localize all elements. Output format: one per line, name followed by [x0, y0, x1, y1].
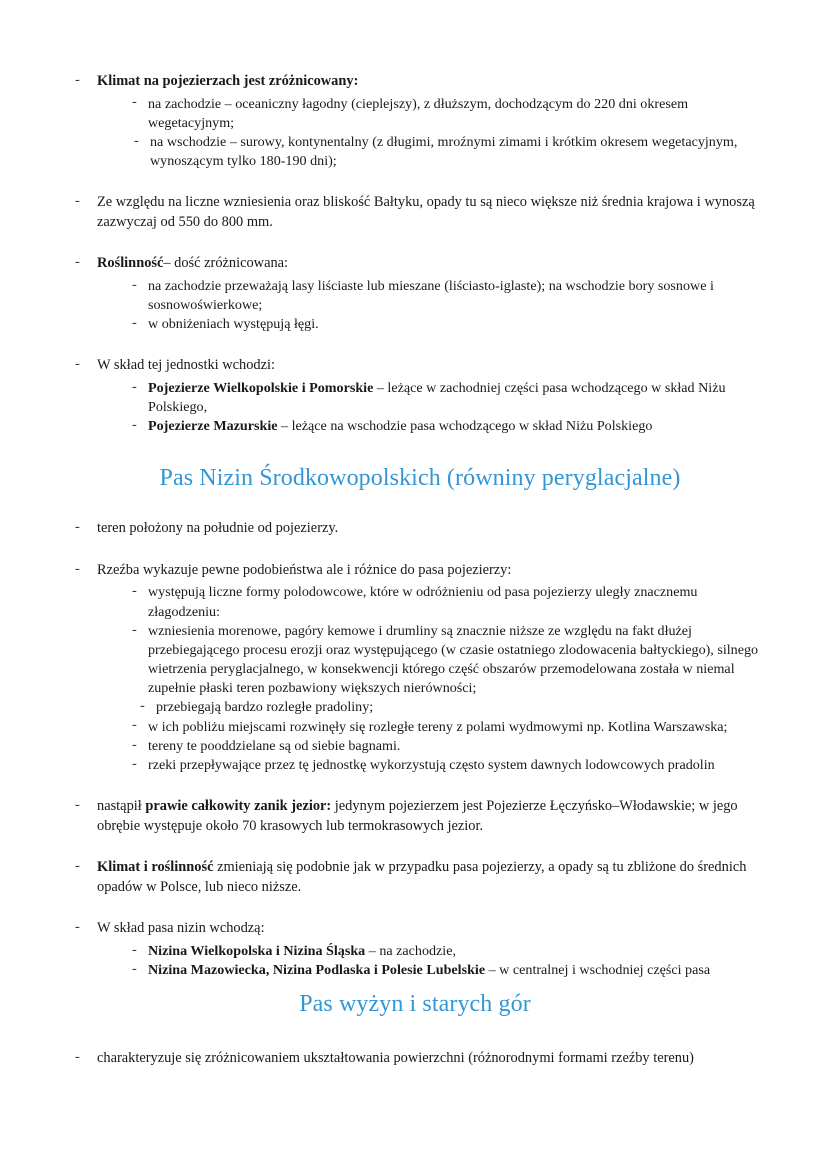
bullet-dash-icon: - — [132, 276, 137, 293]
document-content — [70, 72, 760, 1069]
list-item-text: na zachodzie – oceaniczny łagodny (cieplejszy), z dłuższym, dochodzącym do 220 dni okresem wegetacyjnym; — [148, 95, 689, 131]
list-item-text: Rzeźba wykazuje pewne podobieństwa ale i różnice do pasa pojezierzy: — [97, 561, 512, 578]
bullet-dash-icon: - — [134, 132, 139, 149]
bullet-dash-icon: - — [132, 583, 137, 600]
section-wyzyny-charakter — [70, 1049, 760, 1069]
list-item — [70, 961, 760, 980]
list-item-bold-lead: Pojezierze Wielkopolskie i Pomorskie — [148, 379, 374, 396]
list-item-text: – w centralnej i wschodniej części pasa — [488, 962, 711, 979]
list-item-text: – leżące na wschodzie pasa wchodzącego w skład Niżu Polskiego — [281, 418, 653, 435]
list-item — [70, 797, 760, 836]
list-item-text: rzeki przepływające przez tę jednostkę wykorzystują często system dawnych lodowcowych pradolin — [148, 756, 715, 773]
list-item — [70, 561, 760, 581]
bullet-dash-icon: - — [75, 356, 80, 373]
section-niziny-sklad — [70, 919, 760, 980]
list-item — [70, 519, 760, 539]
section-niziny-klimat — [70, 858, 760, 897]
list-item-text: przebiegają bardzo rozległe pradoliny; — [156, 699, 374, 716]
bullet-dash-icon: - — [75, 519, 80, 536]
list-item — [70, 583, 760, 621]
list-item-text: Ze względu na liczne wzniesienia oraz bliskość Bałtyku, opady tu są nieco większe niż średnia krajowa i wynoszą zazwyczaj od 550 do 800 mm. — [97, 194, 755, 230]
list-item-text: w ich pobliżu miejscami rozwinęły się rozległe tereny z polami wydmowymi np. Kotlina Warszawska; — [148, 718, 728, 735]
bullet-dash-icon: - — [132, 315, 137, 332]
list-item-tail: jedynym pojezierzem jest Pojezierze Łęczyńsko–Włodawskie; w jego obrębie występuje około 70 krasowych lub termokrasowych jezior. — [97, 797, 738, 834]
section-pojezierza-opady — [70, 193, 760, 232]
list-item-text: teren położony na południe od pojezierzy. — [97, 520, 339, 537]
section-pojezierza-roslinnosc — [70, 254, 760, 334]
list-item — [70, 356, 760, 376]
bullet-dash-icon: - — [132, 755, 137, 772]
bullet-dash-icon: - — [75, 193, 80, 210]
list-item-text: charakteryzuje się zróżnicowaniem ukształtowania powierzchni (różnorodnymi formami rzeźby terenu) — [97, 1049, 694, 1066]
section-heading-nizin: Pas Nizin Środkowopolskich (równiny peryglacjalne) — [159, 465, 681, 492]
bullet-dash-icon: - — [132, 960, 137, 977]
list-item — [70, 942, 760, 961]
list-item-text: na zachodzie przeważają lasy liściaste lub mieszane (liściasto-iglaste); na wschodzie bory sosnowe i sosnowoświerkowe; — [148, 277, 714, 314]
bullet-dash-icon: - — [75, 919, 80, 936]
bullet-dash-icon: - — [132, 621, 137, 638]
list-item — [70, 737, 760, 756]
bullet-dash-icon: - — [75, 254, 80, 271]
list-item — [70, 858, 760, 897]
bullet-dash-icon: - — [75, 796, 80, 813]
section-pojezierza-klimat — [70, 72, 760, 171]
list-item-bold-lead: Klimat i roślinność — [97, 859, 214, 876]
list-item-bold-lead: Klimat na pojezierzach jest zróżnicowany: — [97, 73, 359, 89]
list-item — [70, 193, 760, 232]
section-niziny-rzezba — [70, 561, 760, 775]
list-item-bold-lead: Nizina Wielkopolska i Nizina Śląska — [148, 942, 366, 959]
list-item — [70, 919, 760, 939]
bullet-dash-icon: - — [132, 94, 137, 111]
list-item — [70, 315, 760, 334]
list-item-text: zmieniają się podobnie jak w przypadku pasa pojezierzy, a opady są tu zbliżone do średnich opadów w Polsce, lub nieco niższe. — [97, 859, 747, 895]
bullet-dash-icon: - — [75, 1048, 80, 1065]
bullet-dash-icon: - — [132, 736, 137, 753]
list-item — [70, 718, 760, 737]
bullet-dash-icon: - — [132, 378, 137, 395]
list-item — [70, 417, 760, 436]
list-item — [70, 72, 760, 92]
list-item-text: występują liczne formy polodowcowe, które w odróżnieniu od pasa pojezierzy uległy znacznemu złagodzeniu: — [148, 584, 698, 620]
list-item — [70, 1049, 760, 1069]
list-item — [70, 133, 760, 171]
section-niziny-teren — [70, 519, 760, 539]
list-item — [70, 622, 760, 699]
bullet-dash-icon: - — [75, 560, 80, 577]
list-item-text: wzniesienia morenowe, pagóry kemowe i drumliny są znacznie niższe ze względu na fakt dłużej przebiegającego procesu erozji oraz występującego (w czasie ostatniego zlodowacenia bałtyckiego), silnego wietrzenia peryglacjalnego, w konsekwencji którego część obszarów przemodelowana została w niemal zupełnie płaski teren pozbawiony większych nierówności; — [148, 622, 759, 697]
list-item — [70, 756, 760, 775]
bullet-dash-icon: - — [75, 857, 80, 874]
section-pojezierza-sklad — [70, 356, 760, 436]
list-item-text: – leżące w zachodniej części pasa wchodzącego w skład Niżu Polskiego, — [148, 379, 726, 416]
bullet-dash-icon: - — [132, 717, 137, 734]
list-item-bold-lead: Pojezierze Mazurskie — [148, 418, 278, 435]
list-item-text: tereny te pooddzielane są od siebie bagnami. — [148, 737, 401, 754]
list-item — [70, 277, 760, 315]
list-item — [70, 254, 760, 274]
list-item-text: W skład pasa nizin wchodzą: — [97, 920, 265, 937]
bullet-dash-icon: - — [132, 941, 137, 958]
bullet-dash-icon: - — [140, 698, 145, 715]
list-item-text: W skład tej jednostki wchodzi: — [97, 357, 275, 374]
bullet-dash-icon: - — [132, 417, 137, 434]
list-item-bold-lead: Roślinność — [97, 255, 164, 272]
section-niziny-jeziora — [70, 797, 760, 836]
list-item-text: – dość zróżnicowana: — [163, 255, 289, 272]
list-item — [70, 698, 760, 717]
list-item — [70, 379, 760, 417]
list-item-bold-lead: Nizina Mazowiecka, Nizina Podlaska i Polesie Lubelskie — [148, 962, 486, 979]
list-item-bold-mid: prawie całkowity zanik jezior: — [145, 797, 332, 814]
bullet-dash-icon: - — [75, 71, 80, 88]
list-item-text: na wschodzie – surowy, kontynentalny (z długimi, mroźnymi zimami i krótkim okresem wegetacyjnym, wynoszącym tylko 180-190 dni); — [150, 133, 738, 170]
list-item-text: w obniżeniach występują łęgi. — [148, 316, 319, 333]
section-heading-wyzyn: Pas wyżyn i starych gór — [299, 991, 531, 1018]
list-item-text: nastąpił — [97, 797, 146, 814]
list-item — [70, 95, 760, 133]
list-item-text: – na zachodzie, — [368, 942, 457, 959]
